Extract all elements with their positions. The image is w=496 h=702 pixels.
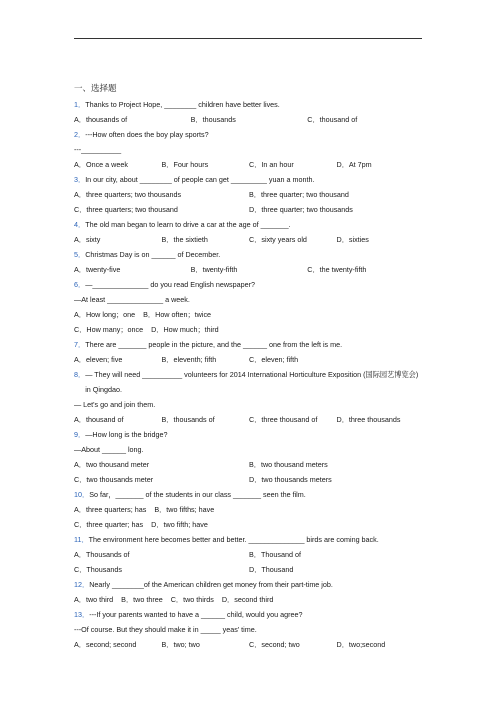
answer-option[interactable]: B．thousands bbox=[190, 115, 236, 124]
options-row bbox=[74, 637, 424, 652]
answer-option[interactable]: B．two fifths; have bbox=[154, 505, 215, 514]
question-4 bbox=[74, 217, 424, 247]
question-text: — They will need __________ volunteers for 2014 International Horticulture Exposition (国际园艺博览会) in Qingdao. bbox=[85, 370, 419, 394]
question-number: 9． bbox=[74, 430, 86, 439]
answer-option[interactable]: C．eleven; fifth bbox=[249, 355, 299, 364]
question-8 bbox=[74, 367, 424, 427]
question-number: 2． bbox=[74, 130, 86, 139]
question-stem bbox=[74, 247, 424, 262]
options-row bbox=[74, 262, 424, 277]
answer-option[interactable]: C．the twenty-fifth bbox=[307, 265, 367, 274]
answer-option[interactable]: A．Once a week bbox=[74, 160, 128, 169]
question-1 bbox=[74, 97, 424, 127]
dialogue-line: —About ______ long. bbox=[74, 445, 144, 454]
question-text: Nearly ________of the American children get money from their part-time job. bbox=[89, 580, 333, 589]
answer-option[interactable]: C．thousand of bbox=[307, 115, 358, 124]
answer-option[interactable]: A．two thousand meter bbox=[74, 460, 150, 469]
question-10 bbox=[74, 487, 424, 532]
question-text: Thanks to Project Hope, ________ children have better lives. bbox=[85, 100, 280, 109]
answer-option[interactable]: D．second third bbox=[221, 595, 274, 604]
question-9 bbox=[74, 427, 424, 487]
answer-option[interactable]: A．three quarters; two thousands bbox=[74, 190, 182, 199]
question-number: 1． bbox=[74, 100, 86, 109]
answer-option[interactable]: B．three quarter; two thousand bbox=[249, 190, 349, 199]
question-12 bbox=[74, 577, 424, 607]
question-number: 11． bbox=[74, 535, 89, 544]
answer-option[interactable]: C．second; two bbox=[249, 640, 300, 649]
question-number: 12． bbox=[74, 580, 90, 589]
question-number: 8． bbox=[74, 370, 86, 379]
answer-option[interactable]: C．three thousand of bbox=[249, 415, 318, 424]
options-row bbox=[74, 502, 424, 517]
question-stem bbox=[74, 607, 424, 622]
question-text: The old man began to learn to drive a car at the age of _______. bbox=[85, 220, 291, 229]
question-stem bbox=[74, 532, 424, 547]
question-stem bbox=[74, 217, 424, 232]
question-stem bbox=[74, 277, 424, 292]
answer-option[interactable]: B．the sixtieth bbox=[161, 235, 208, 244]
answer-option[interactable]: D．two fifth; have bbox=[151, 520, 208, 529]
answer-option[interactable]: C．three quarter; has bbox=[74, 520, 144, 529]
answer-option[interactable]: B．Thousand of bbox=[249, 550, 301, 559]
answer-option[interactable]: C．two thousands meter bbox=[74, 475, 154, 484]
options-row bbox=[74, 232, 424, 247]
options-row bbox=[74, 562, 424, 577]
answer-option[interactable]: B．thousands of bbox=[161, 415, 215, 424]
question-stem bbox=[74, 127, 424, 142]
question-text: —______________ do you read English newspaper? bbox=[85, 280, 256, 289]
question-text: There are _______ people in the picture, and the ______ one from the left is me. bbox=[85, 340, 343, 349]
answer-option[interactable]: A．eleven; five bbox=[74, 355, 123, 364]
answer-option[interactable]: C．two thirds bbox=[170, 595, 214, 604]
answer-option[interactable]: A．three quarters; has bbox=[74, 505, 147, 514]
answer-option[interactable]: D．two;second bbox=[336, 640, 386, 649]
question-text: In our city, about ________ of people can get _________ yuan a month. bbox=[85, 175, 315, 184]
question-stem bbox=[74, 577, 424, 592]
question-number: 7． bbox=[74, 340, 86, 349]
options-row bbox=[74, 412, 424, 427]
question-text: ---If your parents wanted to have a ______ child, would you agree? bbox=[89, 610, 303, 619]
answer-option[interactable]: C．In an hour bbox=[249, 160, 294, 169]
dialogue-line: ---__________ bbox=[74, 145, 122, 154]
options-row bbox=[74, 187, 424, 202]
options-row bbox=[74, 202, 424, 217]
question-stem bbox=[74, 97, 424, 112]
question-number: 13． bbox=[74, 610, 90, 619]
dialogue-line: — Let's go and join them. bbox=[74, 400, 156, 409]
question-text: So far，_______ of the students in our class _______ seen the film. bbox=[89, 490, 306, 499]
question-11 bbox=[74, 532, 424, 577]
answer-option[interactable]: B．Four hours bbox=[161, 160, 209, 169]
section-title: 一、选择题 bbox=[74, 83, 117, 93]
question-list bbox=[74, 97, 424, 652]
header-rule bbox=[74, 38, 422, 39]
question-5 bbox=[74, 247, 424, 277]
answer-option[interactable]: A．thousands of bbox=[74, 115, 128, 124]
answer-option[interactable]: A．twenty-five bbox=[74, 265, 121, 274]
answer-option[interactable]: B．twenty-fifth bbox=[190, 265, 238, 274]
answer-option[interactable]: C．How many；once bbox=[74, 325, 144, 334]
answer-option[interactable]: B．two thousand meters bbox=[249, 460, 328, 469]
answer-option[interactable] bbox=[337, 352, 425, 367]
answer-option[interactable]: A．sixty bbox=[74, 235, 101, 244]
options-row bbox=[74, 472, 424, 487]
question-text: Christmas Day is on ______ of December. bbox=[85, 250, 221, 259]
options-row bbox=[74, 592, 424, 607]
options-row bbox=[74, 547, 424, 562]
options-row bbox=[74, 307, 424, 322]
answer-option[interactable]: D．At 7pm bbox=[336, 160, 372, 169]
answer-option[interactable]: C．Thousands bbox=[74, 565, 122, 574]
question-text: —How long is the bridge? bbox=[85, 430, 168, 439]
answer-option[interactable]: D．two thousands meters bbox=[249, 475, 332, 484]
answer-option[interactable]: B．How often；twice bbox=[143, 310, 212, 319]
question-stem bbox=[74, 337, 424, 352]
options-row bbox=[74, 517, 424, 532]
options-row bbox=[74, 157, 424, 172]
question-stem bbox=[74, 427, 424, 442]
answer-option[interactable]: B．two; two bbox=[161, 640, 200, 649]
answer-option[interactable]: D．Thousand bbox=[249, 565, 294, 574]
options-row bbox=[74, 112, 424, 127]
dialogue-line: —At least ______________ a week. bbox=[74, 295, 190, 304]
question-7 bbox=[74, 337, 424, 367]
question-3 bbox=[74, 172, 424, 217]
answer-option[interactable]: B．eleventh; fifth bbox=[161, 355, 217, 364]
answer-option[interactable]: A．second; second bbox=[74, 640, 137, 649]
answer-option[interactable]: A．How long；one bbox=[74, 310, 136, 319]
question-number: 4． bbox=[74, 220, 86, 229]
answer-option[interactable]: D．three quarter; two thousands bbox=[249, 205, 353, 214]
dialogue-line: ---Of course. But they should make it in _____ yeas' time. bbox=[74, 625, 257, 634]
options-row bbox=[74, 457, 424, 472]
answer-option[interactable]: A．thousand of bbox=[74, 415, 124, 424]
answer-option[interactable]: D．How much；third bbox=[151, 325, 219, 334]
question-stem bbox=[74, 367, 424, 397]
question-6 bbox=[74, 277, 424, 337]
question-text: ---How often does the boy play sports? bbox=[85, 130, 209, 139]
document-body bbox=[74, 80, 424, 652]
question-number: 5． bbox=[74, 250, 86, 259]
question-number: 6． bbox=[74, 280, 86, 289]
question-stem bbox=[74, 487, 424, 502]
options-row bbox=[74, 322, 424, 337]
answer-option[interactable]: D．three thousands bbox=[336, 415, 401, 424]
options-row bbox=[74, 352, 424, 367]
question-number: 10． bbox=[74, 490, 90, 499]
question-13 bbox=[74, 607, 424, 652]
question-text: The environment here becomes better and better. ______________ birds are coming back. bbox=[88, 535, 379, 544]
answer-option[interactable]: A．two third bbox=[74, 595, 114, 604]
answer-option[interactable]: B．two three bbox=[121, 595, 163, 604]
answer-option[interactable]: A．Thousands of bbox=[74, 550, 130, 559]
question-2 bbox=[74, 127, 424, 172]
question-number: 3． bbox=[74, 175, 86, 184]
answer-option[interactable]: C．sixty years old bbox=[249, 235, 307, 244]
answer-option[interactable]: C．three quarters; two thousand bbox=[74, 205, 178, 214]
answer-option[interactable]: D．sixties bbox=[336, 235, 369, 244]
question-stem bbox=[74, 172, 424, 187]
